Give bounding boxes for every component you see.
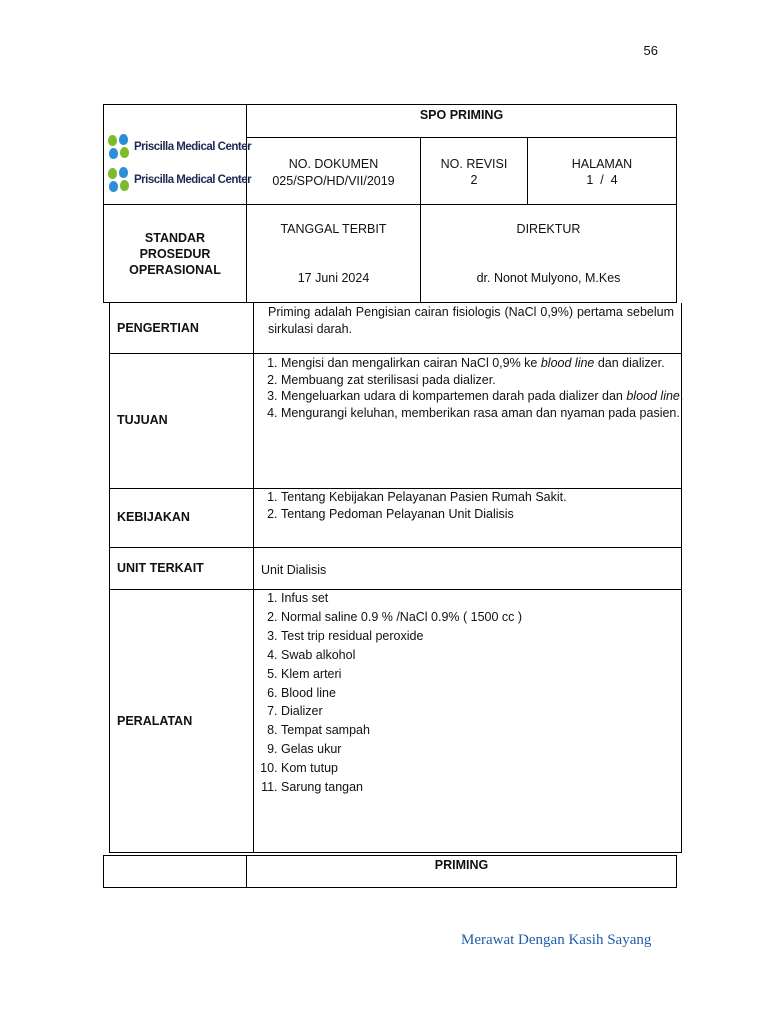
tujuan-list (255, 355, 700, 421)
list-item: 4. Mengurangi keluhan, memberikan rasa aman dan nyaman pada pasien. (281, 405, 700, 422)
footer-motto: Merawat Dengan Kasih Sayang (461, 932, 652, 948)
list-item: 6. Blood line (281, 684, 700, 703)
logo-icon (108, 167, 130, 193)
halaman-value: 1 / 4 (586, 173, 618, 187)
halaman-label: HALAMAN (571, 157, 633, 171)
peralatan-list (255, 589, 700, 797)
spo-label-3: OPERASIONAL (129, 263, 221, 277)
no-dokumen-label: NO. DOKUMEN (288, 157, 379, 171)
logo-text: Priscilla Medical Center (134, 174, 252, 186)
logo-icon (108, 134, 130, 160)
bottom-title: PRIMING (434, 858, 489, 872)
list-item: 9. Gelas ukur (281, 740, 700, 759)
pengertian-text: Priming adalah Pengisian cairan fisiologis (NaCl 0,9%) pertama sebelum sirkulasi darah. (268, 305, 674, 336)
spo-label-2: PROSEDUR (139, 247, 211, 261)
document-title: SPO PRIMING (419, 108, 504, 122)
kebijakan-label: KEBIJAKAN (117, 510, 190, 524)
list-item: 11. Sarung tangan (281, 778, 700, 797)
peralatan-label: PERALATAN (117, 714, 193, 728)
list-item: 3. Test trip residual peroxide (281, 627, 700, 646)
page-number: 56 (643, 43, 658, 58)
list-item: 3. Mengeluarkan udara di kompartemen darah pada dializer dan blood line. (281, 388, 700, 405)
pengertian-label: PENGERTIAN (117, 321, 199, 335)
list-item: 1. Tentang Kebijakan Pelayanan Pasien Rumah Sakit. (281, 489, 700, 506)
tujuan-label: TUJUAN (117, 413, 168, 427)
list-item: 7. Dializer (281, 702, 700, 721)
unit-terkait-value: Unit Dialisis (261, 563, 327, 577)
list-item: 2. Tentang Pedoman Pelayanan Unit Dialisis (281, 506, 700, 523)
list-item: 10. Kom tutup (281, 759, 700, 778)
list-item: 2. Membuang zat sterilisasi pada dializer. (281, 372, 700, 389)
list-item: 1. Infus set (281, 589, 700, 608)
unit-terkait-label: UNIT TERKAIT (117, 561, 204, 575)
kebijakan-list (255, 489, 700, 522)
logo-priscilla-2 (108, 167, 251, 193)
no-revisi-label: NO. REVISI (440, 157, 508, 171)
tanggal-terbit-value: 17 Juni 2024 (297, 271, 370, 285)
list-item: 4. Swab alkohol (281, 646, 700, 665)
no-dokumen-value: 025/SPO/HD/VII/2019 (272, 174, 395, 188)
list-item: 5. Klem arteri (281, 665, 700, 684)
logo-text: Priscilla Medical Center (134, 141, 252, 153)
direktur-value: dr. Nonot Mulyono, M.Kes (476, 271, 621, 285)
no-revisi-value: 2 (470, 173, 478, 187)
list-item: 8. Tempat sampah (281, 721, 700, 740)
list-item: 1. Mengisi dan mengalirkan cairan NaCl 0,9% ke blood line dan dializer. (281, 355, 700, 372)
list-item: 2. Normal saline 0.9 % /NaCl 0.9% ( 1500 cc ) (281, 608, 700, 627)
logo-priscilla-1 (108, 134, 251, 160)
spo-label-1: STANDAR (144, 231, 206, 245)
direktur-label: DIREKTUR (516, 222, 581, 236)
tanggal-terbit-label: TANGGAL TERBIT (280, 222, 387, 236)
